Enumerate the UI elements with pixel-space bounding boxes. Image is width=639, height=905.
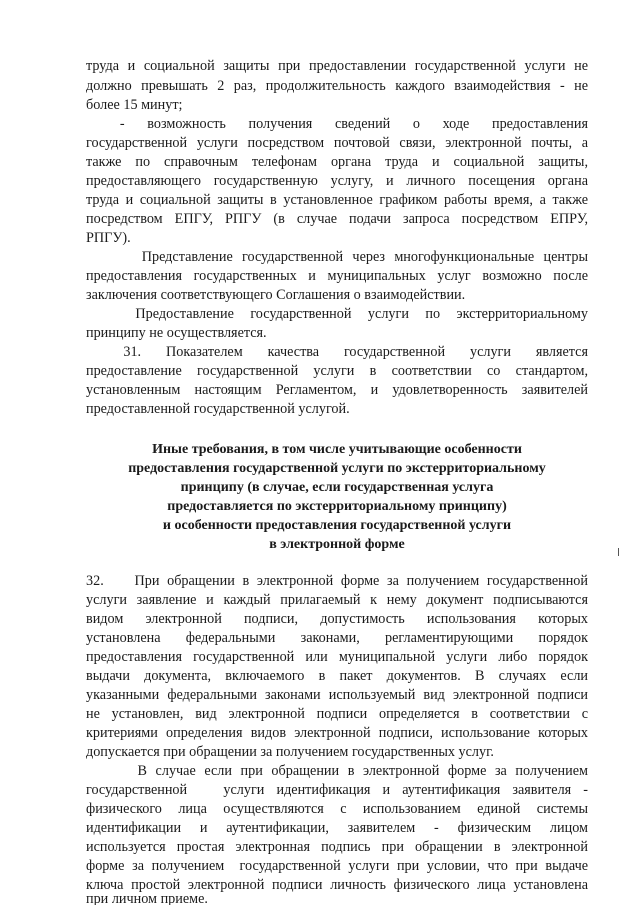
text-line: при личном приеме.: [86, 894, 208, 905]
text-line: установленным настоящим Регламентом, и удовлетворенность заявителей: [86, 382, 588, 398]
text-line: - возможность получения сведений о ходе предоставления: [86, 116, 588, 132]
text-line: идентификации и аутентификации, заявителем - физическим лицом: [86, 820, 588, 836]
section-heading-line: в электронной форме: [269, 537, 405, 552]
text-line: государственной услуги посредством почтовой связи, электронной почты, а: [86, 135, 588, 151]
text-line: предоставления государственных и муниципальных услуг возможно после: [86, 268, 588, 284]
text-line: принципу не осуществляется.: [86, 325, 267, 341]
text-line: форме за получением государственной услуги при условии, что при выдаче: [86, 858, 588, 874]
text-line: критериями определения видов электронной подписи, использование которых: [86, 725, 588, 741]
text-line: посредством ЕПГУ, РПГУ (в случае подачи запроса посредством ЕПРУ,: [86, 211, 588, 227]
text-line: допускается при обращении за получением государственных услуг.: [86, 744, 494, 760]
text-line: услуги заявление и каждый прилагаемый к нему документ подписываются: [86, 592, 588, 608]
text-line: предоставления государственной или муниципальной услуги либо порядок: [86, 649, 588, 665]
text-line: также по справочным телефонам органа труда и социальной защиты,: [86, 154, 588, 170]
text-line: предоставленной государственной услугой.: [86, 401, 350, 417]
section-heading-line: и особенности предоставления государственной услуги: [162, 518, 512, 533]
text-line: 32. При обращении в электронной форме за получением государственной: [86, 573, 588, 589]
text-line: не установлен, вид электронной подписи определяется в соответствии с: [86, 706, 588, 722]
text-line: должно превышать 2 раз, продолжительность каждого взаимодействия - не: [86, 78, 588, 94]
text-line: Представление государственной через многофункциональные центры: [86, 249, 588, 265]
section-heading-line: Иные требования, в том числе учитывающие особенности: [152, 442, 522, 457]
section-heading-line: предоставления государственной услуги по экстерриториальному: [128, 461, 546, 476]
text-line: В случае если при обращении в электронной форме за получением: [86, 763, 588, 779]
text-line: заключения соответствующего Соглашения о взаимодействии.: [86, 287, 466, 303]
text-line: выдачи документа, включаемого в пакет документов. В случаях если: [86, 668, 588, 684]
text-line: используется простая электронная подпись при обращении в электронной: [86, 839, 588, 855]
text-line: видом электронной подписи, допустимость использования которых: [86, 611, 588, 627]
text-line: более 15 минут;: [86, 97, 183, 113]
text-line: 31. Показателем качества государственной услуги является: [86, 344, 588, 360]
text-line: физического лица осуществляются с использованием единой системы: [86, 801, 588, 817]
text-line: указанными федеральными законами используемый вид электронной подписи: [86, 687, 588, 703]
scan-mark: [618, 548, 622, 556]
text-line: РПГУ).: [86, 230, 131, 246]
section-heading-line: предоставляется по экстерриториальному принципу): [167, 499, 507, 514]
text-line: Предоставление государственной услуги по экстерриториальному: [86, 306, 588, 322]
text-line: предоставление государственной услуги в соответствии со стандартом,: [86, 363, 588, 379]
text-line: труда и социальной защиты при предоставлении государственной услуги не: [86, 58, 588, 74]
text-line: труда и социальной защиты в установленное графиком работы время, а также: [86, 192, 588, 208]
text-line: государственной услуги идентификация и аутентификация заявителя -: [86, 782, 588, 798]
text-line: предоставляющего государственную услугу, и личного посещения органа: [86, 173, 588, 189]
section-heading-line: принципу (в случае, если государственная услуга: [180, 480, 494, 495]
text-line: ключа простой электронной подписи личность физического лица установлена: [86, 877, 588, 893]
text-line: установлена федеральными законами, регламентирующими порядок: [86, 630, 588, 646]
